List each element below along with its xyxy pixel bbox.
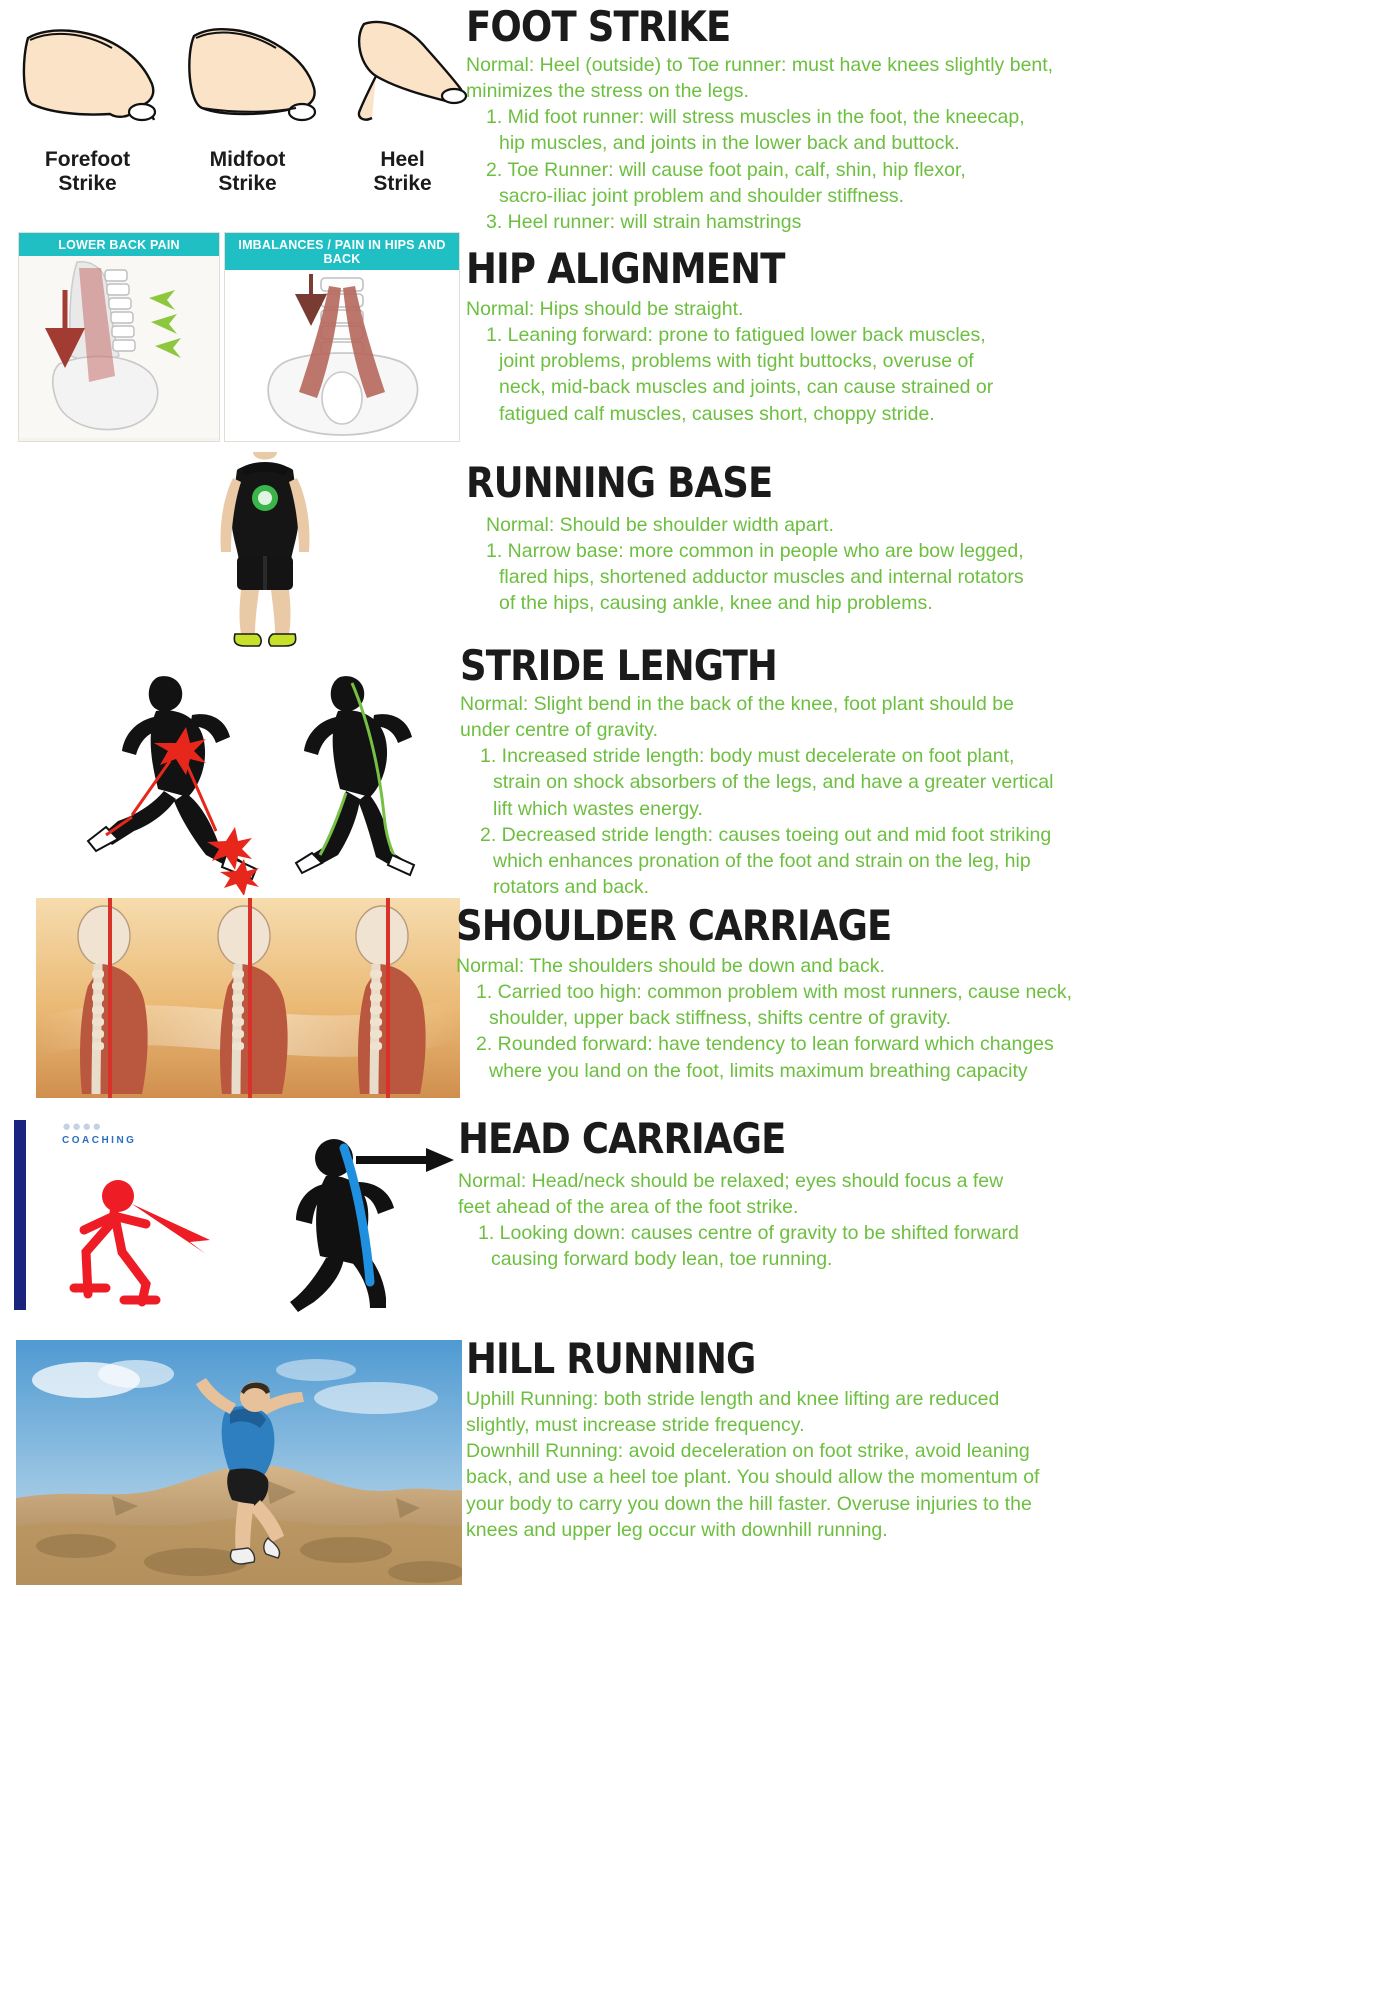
text-line: shoulder, upper back stiffness, shifts centre of gravity. [489, 1007, 952, 1030]
text-line: 2. Rounded forward: have tendency to lean forward which changes [476, 1033, 1054, 1056]
coaching-logo-text: COACHING [62, 1135, 137, 1146]
text-line: 1. Mid foot runner: will stress muscles in the foot, the kneecap, [486, 106, 1025, 129]
coaching-logo: ●●●● COACHING [62, 1118, 137, 1146]
text-line: Uphill Running: both stride length and knee lifting are reduced [466, 1388, 1000, 1410]
text-line: which enhances pronation of the foot and strain on the leg, hip [493, 849, 1031, 872]
foot-label-forefoot [0, 148, 175, 196]
hip-panel-caption: LOWER BACK PAIN [19, 233, 219, 256]
foot-label-line2: Strike [373, 172, 432, 196]
head-carriage-text [458, 1114, 1378, 1273]
lower-back-pain-illustration [19, 256, 219, 438]
text-line: 1. Leaning forward: prone to fatigued lower back muscles, [486, 324, 986, 347]
foot-label-line2: Strike [58, 172, 117, 196]
body-stride-length [460, 691, 1380, 900]
shoulder-carriage-illustration [36, 898, 460, 1098]
shoulder-carriage-text [456, 901, 1376, 1084]
text-line: sacro-iliac joint problem and shoulder stiffness. [499, 184, 905, 207]
text-line: causing forward body lean, toe running. [491, 1248, 833, 1271]
text-line: slightly, must increase stride frequency. [466, 1414, 805, 1437]
running-base-text [466, 458, 1366, 617]
text-line: minimizes the stress on the legs. [466, 80, 749, 103]
text-line: neck, mid-back muscles and joints, can cause strained or [499, 376, 994, 399]
imbalances-hips-back-illustration [225, 270, 459, 442]
text-line: Downhill Running: avoid deceleration on foot strike, avoid leaning [466, 1440, 1030, 1463]
heading-running-base: RUNNING BASE [466, 458, 773, 507]
text-line: back, and use a heel toe plant. You should allow the momentum of [466, 1466, 1040, 1489]
text-line: 1. Increased stride length: body must decelerate on foot plant, [480, 745, 1015, 768]
text-line: 3. Heel runner: will strain hamstrings [486, 210, 802, 233]
text-line: where you land on the foot, limits maximum breathing capacity [489, 1059, 1028, 1082]
stride-length-text [460, 641, 1380, 900]
foot-strike-figure [0, 0, 460, 210]
foot-strike-text [466, 2, 1366, 235]
foot-label-heel [315, 148, 490, 196]
body-hip-alignment [466, 296, 1366, 427]
text-line: feet ahead of the area of the foot strike. [458, 1196, 799, 1219]
text-line: of the hips, causing ankle, knee and hip problems. [499, 592, 933, 615]
text-line: Normal: Hips should be straight. [466, 298, 744, 320]
heel-strike-illustration [330, 14, 480, 130]
body-foot-strike [466, 52, 1366, 235]
text-line: knees and upper leg occur with downhill running. [466, 1518, 888, 1541]
text-line: Normal: Slight bend in the back of the knee, foot plant should be [460, 693, 1014, 715]
hip-panel-imbalances [224, 232, 460, 442]
text-line: 1. Carried too high: common problem with most runners, cause neck, [476, 981, 1073, 1004]
body-head-carriage [458, 1168, 1378, 1273]
hip-alignment-text [466, 244, 1366, 427]
text-line: Normal: Heel (outside) to Toe runner: must have knees slightly bent, [466, 54, 1054, 76]
heading-stride-length: STRIDE LENGTH [460, 641, 777, 690]
text-line: 2. Toe Runner: will cause foot pain, calf, shin, hip flexor, [486, 158, 966, 181]
text-line: your body to carry you down the hill faster. Overuse injuries to the [466, 1492, 1032, 1515]
hill-running-photo [16, 1340, 462, 1585]
body-shoulder-carriage [456, 953, 1376, 1084]
text-line: Normal: Head/neck should be relaxed; eyes should focus a few [458, 1170, 1004, 1192]
heading-head-carriage: HEAD CARRIAGE [458, 1114, 786, 1163]
running-base-illustration [175, 452, 355, 652]
text-line: 1. Narrow base: more common in people who are bow legged, [486, 540, 1024, 563]
text-line: Normal: The shoulders should be down and back. [456, 955, 885, 977]
foot-label-line1: Forefoot [44, 148, 131, 171]
body-running-base [466, 512, 1366, 617]
section-foot-strike [0, 0, 1380, 233]
hip-panel-caption: IMBALANCES / PAIN IN HIPS AND BACK [225, 233, 459, 270]
heading-hill-running: HILL RUNNING [466, 1334, 756, 1383]
text-line: 1. Looking down: causes centre of gravity to be shifted forward [478, 1222, 1019, 1245]
head-carriage-illustration [14, 1112, 462, 1317]
heading-shoulder-carriage: SHOULDER CARRIAGE [456, 901, 892, 950]
hill-running-text [466, 1334, 1380, 1543]
body-hill-running [466, 1386, 1380, 1543]
text-line: fatigued calf muscles, causes short, choppy stride. [499, 402, 935, 425]
text-line: joint problems, problems with tight buttocks, overuse of [499, 350, 974, 373]
text-line: Normal: Should be shoulder width apart. [486, 514, 834, 536]
heading-foot-strike: FOOT STRIKE [466, 2, 731, 51]
text-line: hip muscles, and joints in the lower back and buttock. [499, 132, 960, 155]
foot-label-line2: Strike [218, 172, 277, 196]
heading-hip-alignment: HIP ALIGNMENT [466, 244, 785, 293]
text-line: flared hips, shortened adductor muscles and internal rotators [499, 566, 1024, 589]
text-line: lift which wastes energy. [493, 797, 703, 820]
text-line: strain on shock absorbers of the legs, and have a greater vertical [493, 771, 1054, 794]
foot-label-line1: Midfoot [209, 148, 286, 171]
hip-panel-lower-back-pain [18, 232, 220, 442]
text-line: rotators and back. [493, 875, 650, 898]
hip-alignment-figure [18, 232, 458, 440]
stride-length-illustration [40, 665, 460, 895]
midfoot-strike-illustration [180, 18, 330, 128]
text-line: 2. Decreased stride length: causes toeing out and mid foot striking [480, 823, 1052, 846]
forefoot-strike-illustration [18, 18, 168, 128]
text-line: under centre of gravity. [460, 719, 658, 742]
foot-label-line1: Heel [380, 148, 425, 171]
foot-label-midfoot [160, 148, 335, 196]
